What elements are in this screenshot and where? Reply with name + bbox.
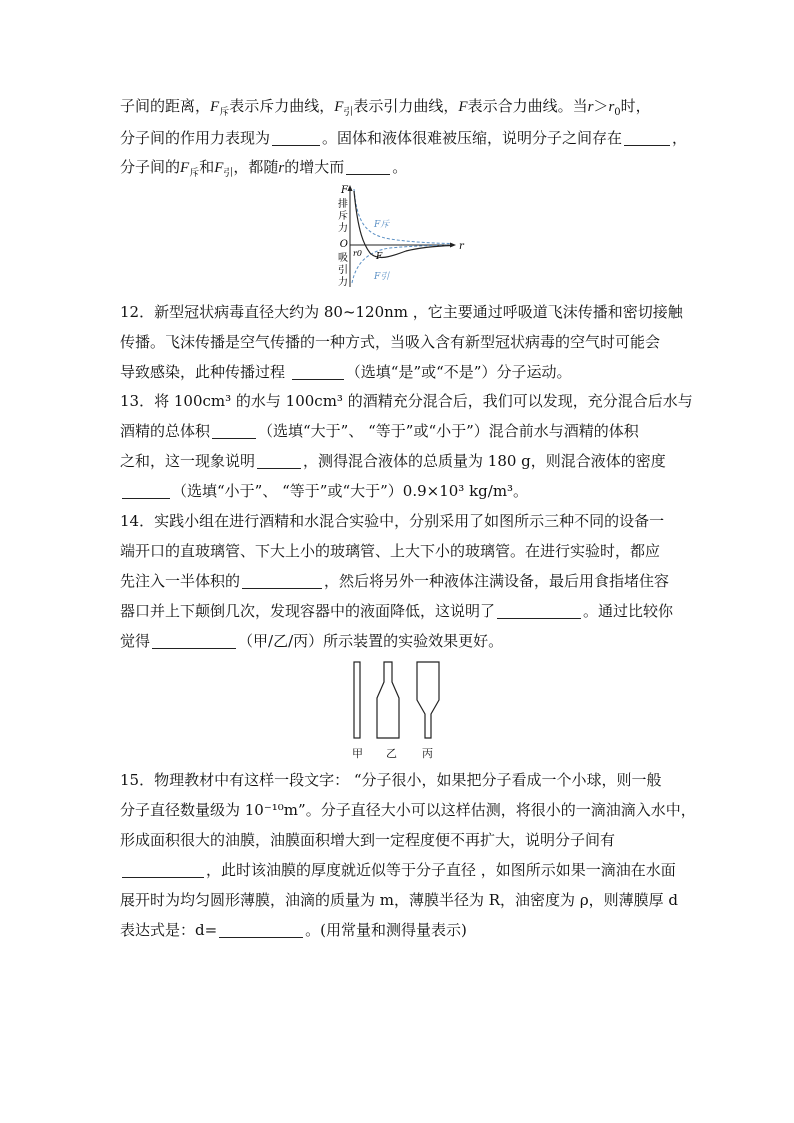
q12-line-2 <box>120 332 660 352</box>
text: 表达式是：d= <box>120 921 218 939</box>
attraction-label: 力 <box>338 277 348 288</box>
origin-label: O <box>339 239 348 250</box>
text: ， <box>672 129 688 147</box>
symbol: F <box>458 99 468 115</box>
answer-blank[interactable] <box>219 921 303 938</box>
symbol: r <box>587 99 594 115</box>
q15-line-2 <box>120 800 696 820</box>
repulsion-label: 力 <box>338 223 348 234</box>
text: （甲/乙/丙）所示装置的实验效果更好。 <box>238 632 504 650</box>
caption-yi: 乙 <box>386 747 397 760</box>
q14-line-1 <box>120 511 664 531</box>
straight-tube <box>354 662 360 738</box>
q14-line-2 <box>120 541 660 561</box>
text: 形成面积很大的油膜，油膜面积增大到一定程度便不再扩大，说明分子间有 <box>120 831 616 849</box>
q15-line-4 <box>120 860 676 880</box>
subscript: 斥 <box>219 107 230 118</box>
x-axis-label: r <box>459 241 464 252</box>
text: 分子间的 <box>120 158 181 176</box>
text: 。 <box>392 158 408 176</box>
q14-line-3 <box>120 571 669 591</box>
answer-blank[interactable] <box>152 632 236 649</box>
text: 展开时为均匀圆形薄膜，油滴的质量为 m，薄膜半径为 R，油密度为 ρ，则薄膜厚 d <box>120 891 679 909</box>
text: 和 <box>199 158 215 176</box>
attraction-curve-label: F引 <box>374 272 390 282</box>
text: 表示合力曲线。当 <box>467 97 588 115</box>
text: 。固体和液体很难被压缩，说明分子之间存在 <box>322 129 623 147</box>
symbol: r <box>278 160 285 176</box>
q13-line-4 <box>120 481 528 501</box>
symbol: F <box>180 160 190 176</box>
text: 酒精的总体积 <box>120 422 211 440</box>
text: 分子直径数量级为 10⁻¹⁰m”。分子直径大小可以这样估测，将很小的一滴油滴入水中， <box>120 801 696 819</box>
narrow-top-tube <box>377 662 399 738</box>
symbol: F <box>214 160 224 176</box>
attraction-label: 吸 <box>338 253 348 264</box>
caption-jia: 甲 <box>352 747 363 760</box>
subscript: 0 <box>614 107 621 118</box>
intro-line-1 <box>120 96 651 123</box>
text: 的增大而 <box>284 158 345 176</box>
answer-blank[interactable] <box>292 363 344 380</box>
q13-line-3 <box>120 451 666 471</box>
answer-blank[interactable] <box>346 158 390 175</box>
q13-line-1 <box>120 391 693 411</box>
molecular-force-graph <box>330 183 470 291</box>
subscript: 引 <box>343 107 354 118</box>
text: 。(用常量和测得量表示) <box>305 921 467 939</box>
text: ，此时该油膜的厚度就近似等于分子直径 ，如图所示如果一滴油在水面 <box>206 861 676 879</box>
net-force-curve <box>354 191 452 257</box>
repulsion-label: 排 <box>338 199 348 210</box>
subscript: 斥 <box>189 168 200 179</box>
text: 先注入一半体积的 <box>120 572 241 590</box>
text: 分子间的作用力表现为 <box>120 129 271 147</box>
q14-line-5 <box>120 631 503 651</box>
answer-blank[interactable] <box>272 129 320 146</box>
attraction-label: 引 <box>338 265 348 276</box>
q15-line-3 <box>120 830 615 850</box>
text: 觉得 <box>120 632 151 650</box>
text: 之和，这一现象说明 <box>120 452 256 470</box>
q12-line-3 <box>120 362 571 382</box>
repulsion-curve <box>354 189 450 244</box>
text: 子间的距离， <box>120 97 211 115</box>
q14-line-4 <box>120 601 673 621</box>
q15-line-1 <box>120 770 662 790</box>
text: ，都随 <box>233 158 279 176</box>
y-axis-arrow <box>348 185 353 191</box>
caption-bing: 丙 <box>422 747 433 760</box>
attraction-curve <box>352 245 450 283</box>
wide-top-tube <box>417 662 439 738</box>
answer-blank[interactable] <box>212 422 256 439</box>
answer-blank[interactable] <box>257 452 301 469</box>
q12-line-1 <box>120 302 683 322</box>
text: 12．新型冠状病毒直径大约为 80~120nm ，它主要通过呼吸道飞沫传播和密切接触 <box>120 303 683 321</box>
text: ，测得混合液体的总质量为 180 g，则混合液体的密度 <box>303 452 666 470</box>
text: 。通过比较你 <box>583 602 674 620</box>
y-axis-label: F <box>341 185 348 196</box>
text: 表示引力曲线， <box>353 97 459 115</box>
intro-line-2 <box>120 128 687 148</box>
answer-blank[interactable] <box>122 482 170 499</box>
text: （选填“是”或“不是”）分子运动。 <box>345 363 572 381</box>
answer-blank[interactable] <box>624 129 670 146</box>
text: （选填“小于”、 “等于”或“大于”）0.9×10³ kg/m³。 <box>172 482 529 500</box>
q13-line-2 <box>120 421 639 441</box>
text: 传播。飞沫传播是空气传播的一种方式，当吸入含有新型冠状病毒的空气时可能会 <box>120 333 661 351</box>
symbol: F <box>210 99 220 115</box>
answer-blank[interactable] <box>497 602 581 619</box>
text: 13．将 100cm³ 的水与 100cm³ 的酒精充分混合后，我们可以发现，充分混合后水与 <box>120 392 693 410</box>
text: ，然后将另外一种液体注满设备，最后用食指堵住容 <box>324 572 670 590</box>
answer-blank[interactable] <box>122 861 204 878</box>
net-curve-label: F <box>376 252 383 262</box>
text: 端开口的直玻璃管、下大上小的玻璃管、上大下小的玻璃管。在进行实验时，都应 <box>120 542 661 560</box>
subscript: 引 <box>223 168 234 179</box>
text: 时， <box>620 97 651 115</box>
text: 14．实践小组在进行酒精和水混合实验中，分别采用了如图所示三种不同的设备一 <box>120 512 665 530</box>
q15-line-6 <box>120 920 467 940</box>
text: 器口并上下颠倒几次，发现容器中的液面降低，这说明了 <box>120 602 496 620</box>
text: ＞ <box>593 97 609 115</box>
glass-tubes-figure <box>340 660 450 740</box>
text: 15．物理教材中有这样一段文字： “分子很小，如果把分子看成一个小球，则一般 <box>120 771 662 789</box>
text: （选填“大于”、 “等于”或“小于”）混合前水与酒精的体积 <box>258 422 639 440</box>
repulsion-curve-label: F斥 <box>374 220 390 230</box>
text: 表示斥力曲线， <box>229 97 335 115</box>
symbol: F <box>334 99 344 115</box>
intro-line-3 <box>120 157 407 184</box>
text: 导致感染，此种传播过程 <box>120 363 290 381</box>
q15-line-5 <box>120 890 678 910</box>
symbol: r <box>608 99 615 115</box>
repulsion-label: 斥 <box>338 211 348 222</box>
r0-label: r0 <box>353 249 362 258</box>
answer-blank[interactable] <box>242 572 322 589</box>
